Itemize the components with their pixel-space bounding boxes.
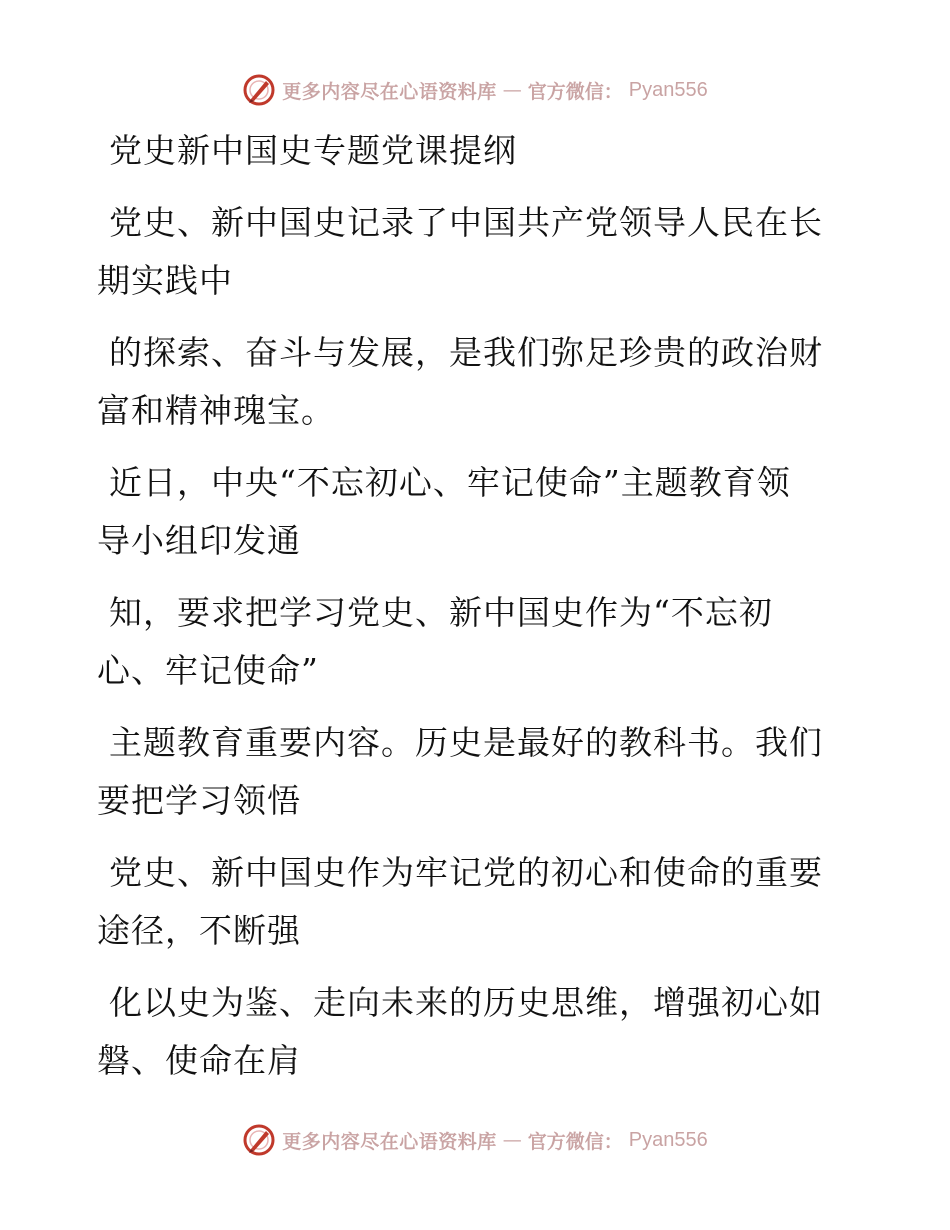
paragraph-line: 近日，中央“不忘初心、牢记使命”主题教育领 <box>109 463 791 502</box>
footer-watermark <box>0 1118 950 1162</box>
paragraph <box>97 714 837 830</box>
paragraph <box>97 974 837 1090</box>
watermark-wechat-id: Pyan556 <box>628 78 708 101</box>
paragraph-line: 知，要求把学习党史、新中国史作为“不忘初 <box>109 593 773 632</box>
paragraph <box>97 584 837 700</box>
spacer <box>97 570 837 584</box>
paragraph <box>97 324 837 440</box>
paragraph <box>97 194 837 310</box>
watermark-dash: — <box>502 79 522 101</box>
quill-logo-icon <box>242 73 276 107</box>
quill-logo-icon <box>242 1123 276 1157</box>
watermark-wechat-label: 官方微信： <box>527 80 623 103</box>
paragraph-line: 导小组印发通 <box>97 521 301 560</box>
document-title: 党史新中国史专题党课提纲 <box>109 131 517 170</box>
paragraph-line: 主题教育重要内容。历史是最好的教科书。我们 <box>109 723 823 762</box>
header-watermark <box>0 68 950 112</box>
spacer <box>97 700 837 714</box>
paragraph-line: 心、牢记使命” <box>97 651 319 690</box>
spacer <box>97 830 837 844</box>
watermark-group <box>242 1123 708 1157</box>
spacer <box>97 180 837 194</box>
watermark-wechat-label: 官方微信： <box>527 1130 623 1153</box>
watermark-wechat-id: Pyan556 <box>628 1128 708 1151</box>
paragraph <box>97 844 837 960</box>
paragraph-line: 的探索、奋斗与发展，是我们弥足珍贵的政治财 <box>109 333 823 372</box>
watermark-group <box>242 73 708 107</box>
paragraph-line: 党史、新中国史作为牢记党的初心和使命的重要 <box>109 853 823 892</box>
spacer <box>97 310 837 324</box>
paragraph-line: 途径，不断强 <box>97 911 301 950</box>
paragraph-line: 磐、使命在肩 <box>97 1041 301 1080</box>
paragraph-line: 期实践中 <box>97 261 233 300</box>
document-body <box>97 122 837 1090</box>
paragraph-line: 要把学习领悟 <box>97 781 301 820</box>
paragraph-line: 富和精神瑰宝。 <box>97 391 335 430</box>
spacer <box>97 960 837 974</box>
paragraph-line: 党史、新中国史记录了中国共产党领导人民在长 <box>109 203 823 242</box>
watermark-text: 更多内容尽在心语资料库 <box>282 80 497 103</box>
watermark-dash: — <box>502 1129 522 1151</box>
paragraph <box>97 454 837 570</box>
watermark-text: 更多内容尽在心语资料库 <box>282 1130 497 1153</box>
spacer <box>97 440 837 454</box>
paragraph-line: 化以史为鉴、走向未来的历史思维，增强初心如 <box>109 983 823 1022</box>
